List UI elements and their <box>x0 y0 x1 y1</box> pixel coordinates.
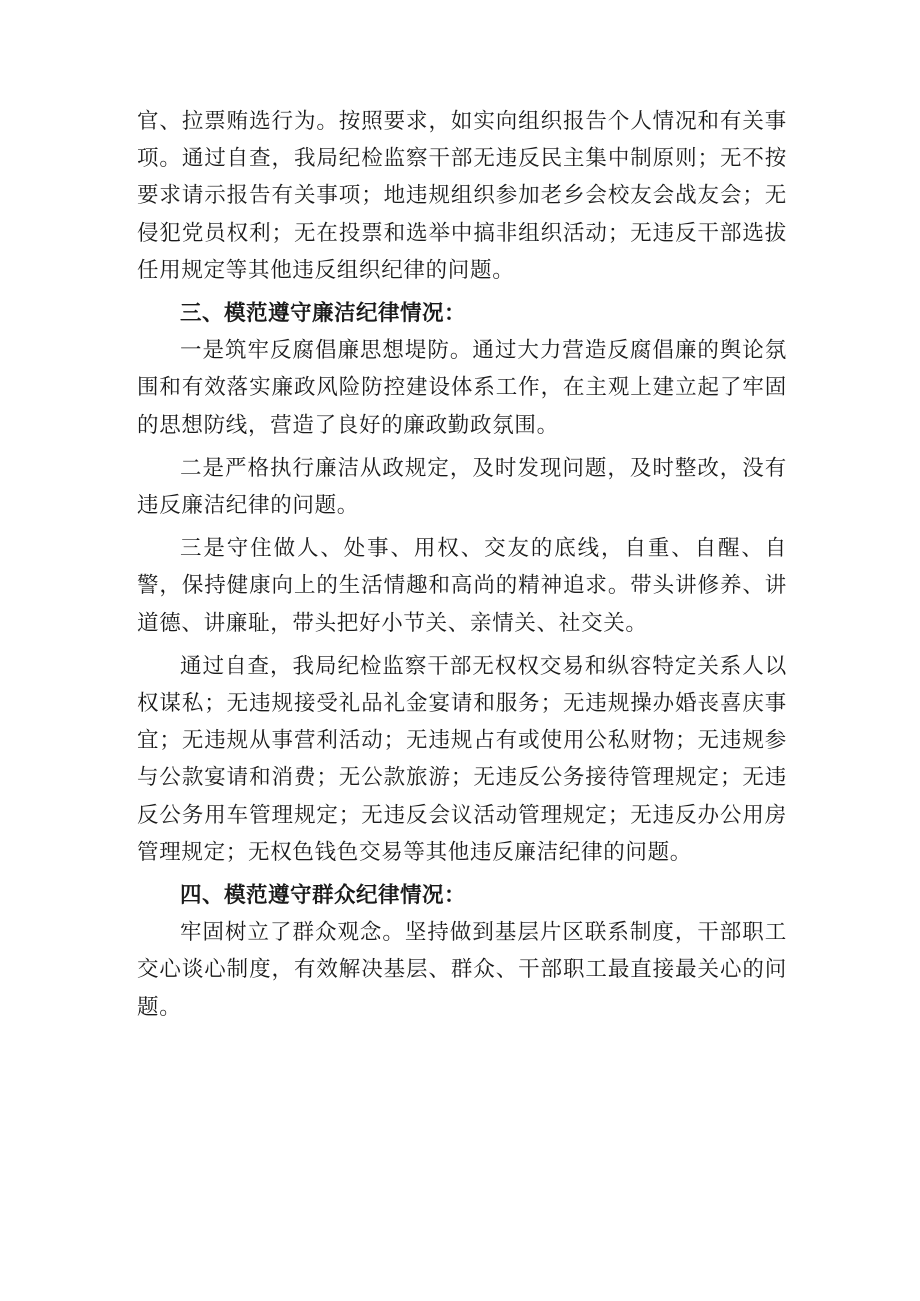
paragraph-integrity-regulations: 二是严格执行廉洁从政规定，及时发现问题，及时整改，没有违反廉洁纪律的问题。 <box>137 455 787 519</box>
section-heading-mass-discipline: 四、模范遵守群众纪律情况： <box>180 883 467 909</box>
paragraph-organizational-discipline-end: 官、拉票贿选行为。按照要求，如实向组织报告个人情况和有关事项。通过自查，我局纪检监察干部无违反民主集中制原则；无不按要求请示报告有关事项；地违规组织参加老乡会校友会战友会；无侵犯党员权利；无在投票和选举中搞非组织活动；无违反干部选拔任用规定等其他违反组织纪律的问题。 <box>137 109 787 283</box>
paragraph-self-inspection-integrity: 通过自查，我局纪检监察干部无权权交易和纵容特定关系人以权谋私；无违规接受礼品礼金宴请和服务；无违规操办婚丧喜庆事宜；无违规从事营利活动；无违规占有或使用公私财物；无违规参与公款宴请和消费；无公款旅游；无违反公务接待管理规定；无违反公务用车管理规定；无违反会议活动管理规定；无违反办公用房管理规定；无权色钱色交易等其他违反廉洁纪律的问题。 <box>137 653 787 865</box>
document-page <box>137 103 787 1026</box>
section-heading-integrity-discipline: 三、模范遵守廉洁纪律情况： <box>180 301 467 327</box>
paragraph-anti-corruption-defense: 一是筑牢反腐倡廉思想堤防。通过大力营造反腐倡廉的舆论氛围和有效落实廉政风险防控建设体系工作，在主观上建立起了牢固的思想防线，营造了良好的廉政勤政氛围。 <box>137 338 787 438</box>
paragraph-mass-concept: 牢固树立了群众观念。坚持做到基层片区联系制度，干部职工交心谈心制度，有效解决基层、群众、干部职工最直接最关心的问题。 <box>137 920 787 1020</box>
paragraph-bottom-line: 三是守住做人、处事、用权、交友的底线，自重、自醒、自警，保持健康向上的生活情趣和高尚的精神追求。带头讲修养、讲道德、讲廉耻，带头把好小节关、亲情关、社交关。 <box>137 536 787 636</box>
